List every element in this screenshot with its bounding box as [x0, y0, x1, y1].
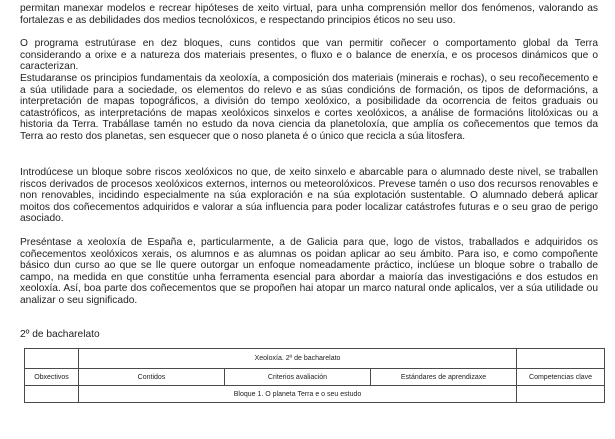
section-heading: 2º de bacharelato [20, 329, 100, 340]
header-estandares: Estándares de aprendizaxe [371, 369, 517, 386]
paragraph-2: O programa estrutúrase en dez bloques, cuns contidos que van permitir coñecer o comportamento global da Terra considerando a orixe e a natureza dos materiais presentes, o fluxo e o balance de enerxía, e os procesos dinámicos que o caracterizan. [20, 38, 598, 73]
curriculum-table [24, 348, 605, 403]
table-title-row [25, 349, 605, 369]
block-title: Bloque 1. O planeta Terra e o seu estudo [79, 386, 517, 403]
header-contidos: Contidos [79, 369, 225, 386]
table-title-spacer-right [517, 349, 605, 369]
header-competencias: Competencias clave [517, 369, 605, 386]
table-header-row [25, 369, 605, 386]
paragraph-4: Introdúcese un bloque sobre riscos xeolóxicos no que, de xeito sinxelo e abarcable para o alumnado deste nivel, se traballen riscos derivados de procesos xeolóxicos externos, internos ou meteorolóxicos. Prevese tamén o uso dos recursos renovables e non renovables, incidindo especialmente na súa exploración e na súa explotación sustentable. O alumnado deberá aplicar moitos dos coñecementos adquiridos e valorar a súa influencia para poder localizar catástrofes futuras e o seu grao de perigo asociado. [20, 167, 598, 225]
paragraph-3: Estudaranse os principios fundamentais da xeoloxía, a composición dos materiais (minerais e rochas), o seu recoñecemento e a súa utilidade para a sociedade, os elementos do relevo e as súas condicións de formación, os tipos de deformacións, a interpretación de mapas topográficos, a división do tempo xeolóxico, a posibilidade da ocorrencia de feitos graduais ou catastróficos, as interpretacións de mapas xeolóxicos sinxelos e cortes xeolóxicos, a análise de formacións litolóxicas ou a historia da Terra. Trabállase tamén no estudo da nova ciencia da planetoloxía, que amplía os coñecementos que temos da Terra ao resto dos planetas, sen esquecer que o noso planeta é o único que recicla a súa litosfera. [20, 73, 598, 142]
paragraph-1: permitan manexar modelos e recrear hipóteses de xeito virtual, para unha comprensión mellor dos fenómenos, valorando as fortalezas e as debilidades dos medios tecnolóxicos, e respectando principios éticos no seu uso. [20, 3, 598, 26]
table-block-row [25, 386, 605, 403]
table-title-spacer-left [25, 349, 79, 369]
table-title: Xeoloxía. 2º de bacharelato [79, 349, 517, 369]
block-spacer-right [517, 386, 605, 403]
paragraph-5: Preséntase a xeoloxía de España e, particularmente, a de Galicia para que, logo de vistos, traballados e adquiridos os coñecementos xeolóxicos xerais, os alumnos e as alumnas os poidan aplicar ao seu ámbito. Para iso, e como compoñente básico dun curso ao que se lle quere outorgar un enfoque nomeadamente práctico, inclúese un bloque sobre o traballo de campo, na medida en que constitúe unha ferramenta esencial para abordar a maioría das investigacións e dos estudos en xeoloxía. Así, boa parte dos coñecementos que se propoñen hai atopar un marco natural onde aplicalos, ver a súa utilidade ou analizar o seu significado. [20, 237, 598, 306]
block-spacer-left [25, 386, 79, 403]
header-criterios: Criterios avaliación [225, 369, 371, 386]
header-obxectivos: Obxectivos [25, 369, 79, 386]
